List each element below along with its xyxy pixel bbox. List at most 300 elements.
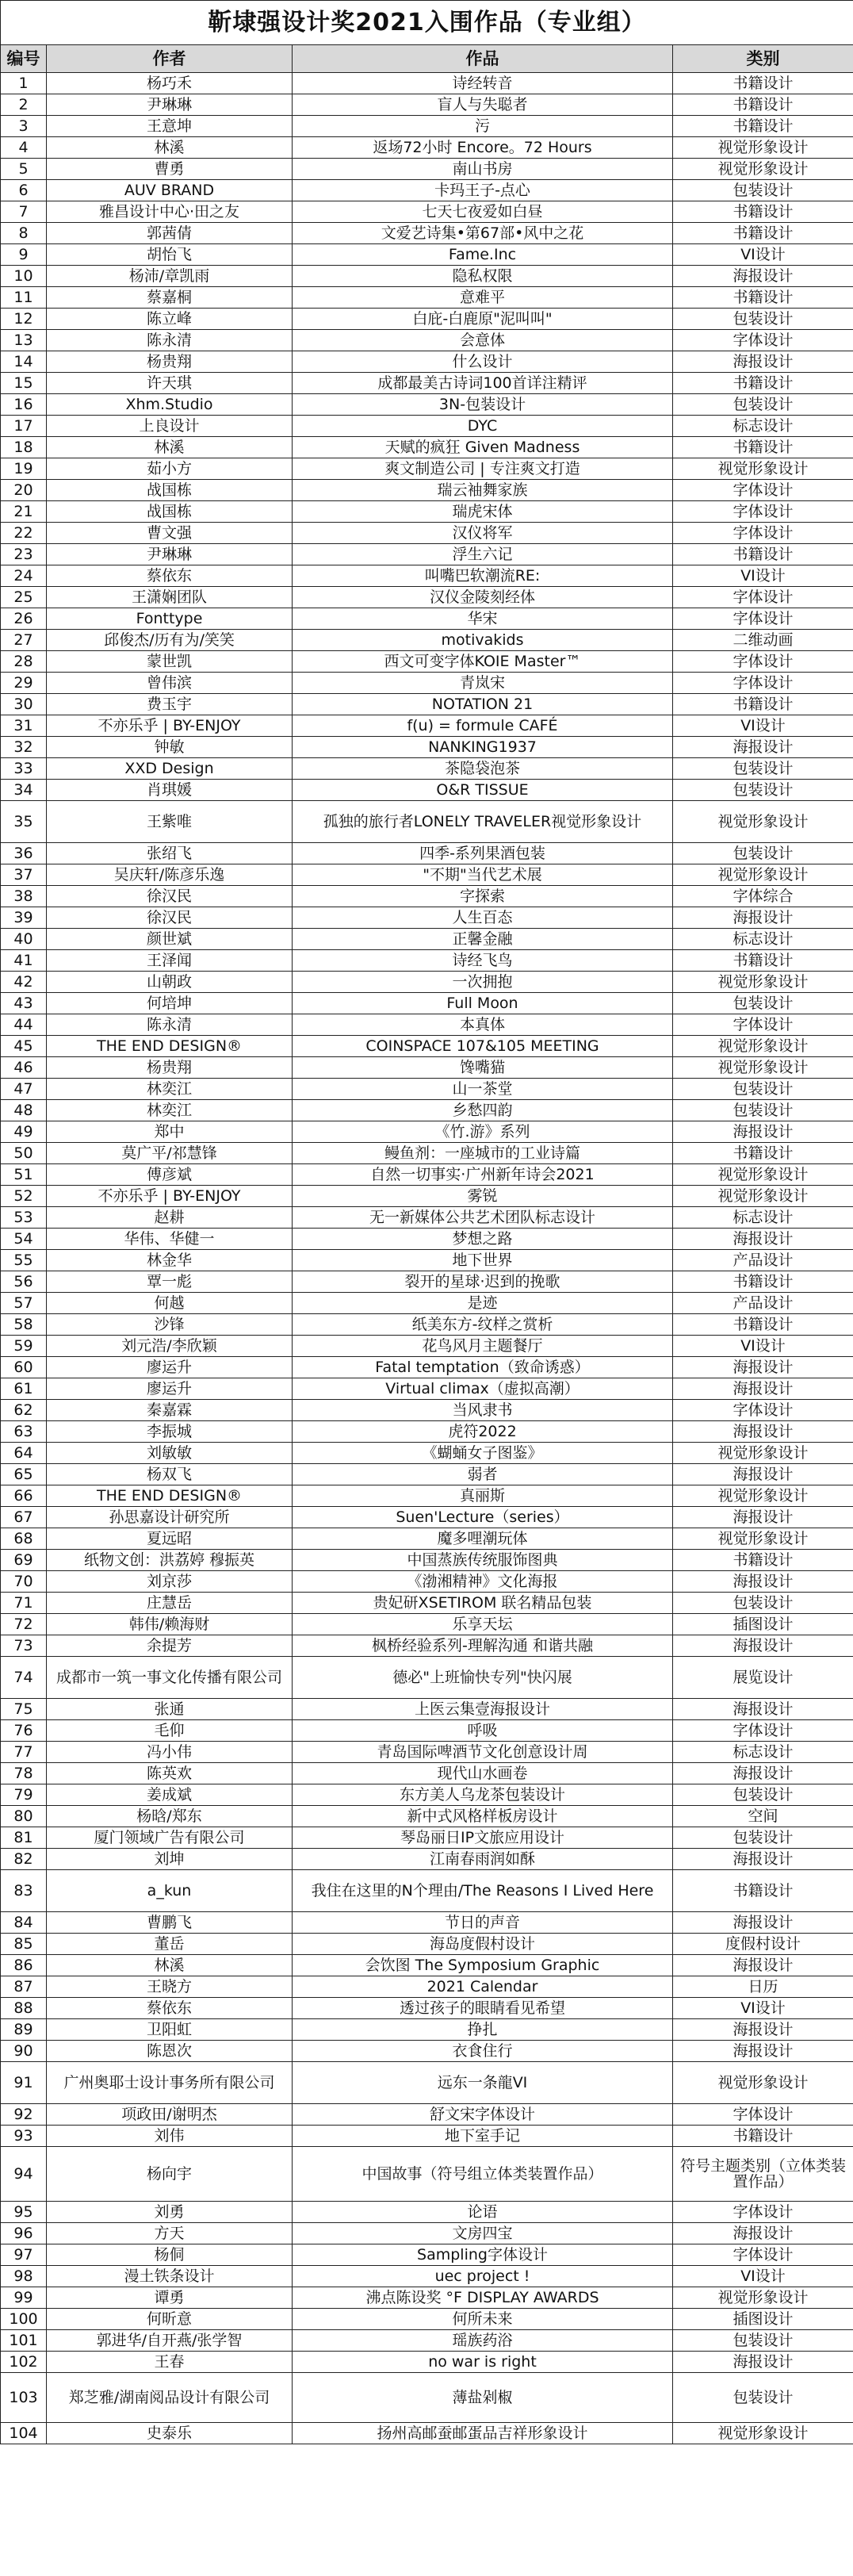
cell-no: 74 [1, 1657, 47, 1699]
cell-no: 96 [1, 2223, 47, 2244]
table-row [1, 330, 853, 351]
table-row [1, 1955, 853, 1976]
table-row [1, 1827, 853, 1849]
cell-work: O&R TISSUE [293, 780, 673, 801]
cell-author: 杨贵翔 [47, 1057, 293, 1079]
cell-author: a_kun [47, 1870, 293, 1912]
cell-work: 沸点陈设奖 °F DISPLAY AWARDS [293, 2287, 673, 2309]
cell-category: 书籍设计 [673, 1271, 853, 1293]
cell-no: 62 [1, 1400, 47, 1421]
cell-work: 意难平 [293, 287, 673, 309]
cell-no: 1 [1, 73, 47, 94]
cell-category: 标志设计 [673, 416, 853, 437]
cell-work: 隐私权限 [293, 266, 673, 287]
cell-work: 论语 [293, 2202, 673, 2223]
cell-author: THE END DESIGN® [47, 1485, 293, 1507]
cell-category: 包装设计 [673, 2330, 853, 2352]
cell-author: 刘敏敏 [47, 1443, 293, 1464]
cell-no: 55 [1, 1250, 47, 1271]
cell-no: 76 [1, 1720, 47, 1742]
cell-work: 现代山水画卷 [293, 1763, 673, 1784]
cell-no: 39 [1, 907, 47, 929]
cell-work: 什么设计 [293, 351, 673, 373]
cell-no: 66 [1, 1485, 47, 1507]
cell-work: 白庇-白鹿原"泥叫叫" [293, 309, 673, 330]
cell-no: 4 [1, 137, 47, 159]
table-row [1, 223, 853, 244]
cell-work: 茶隐袋泡茶 [293, 758, 673, 780]
cell-author: 雅昌设计中心·田之友 [47, 201, 293, 223]
cell-category: 书籍设计 [673, 73, 853, 94]
cell-category: 标志设计 [673, 1207, 853, 1229]
cell-work: 地下室手记 [293, 2126, 673, 2147]
table-row [1, 1507, 853, 1528]
cell-work: 无一新媒体公共艺术团队标志设计 [293, 1207, 673, 1229]
cell-category: VI设计 [673, 565, 853, 587]
cell-author: Fonttype [47, 608, 293, 630]
cell-work: 衣食住行 [293, 2041, 673, 2062]
cell-work: 青岛国际啤酒节文化创意设计周 [293, 1742, 673, 1763]
cell-category: 视觉形象设计 [673, 801, 853, 843]
cell-no: 104 [1, 2423, 47, 2444]
table-row [1, 1143, 853, 1164]
cell-author: XXD Design [47, 758, 293, 780]
cell-author: 不亦乐乎 | BY-ENJOY [47, 1186, 293, 1207]
cell-author: 曹勇 [47, 159, 293, 180]
cell-no: 30 [1, 694, 47, 715]
table-row [1, 458, 853, 480]
cell-category: VI设计 [673, 244, 853, 266]
cell-work: 文爱艺诗集•第67部•风中之花 [293, 223, 673, 244]
cell-author: 林溪 [47, 437, 293, 458]
cell-category: 海报设计 [673, 1849, 853, 1870]
cell-no: 87 [1, 1976, 47, 1998]
cell-no: 40 [1, 929, 47, 950]
cell-no: 94 [1, 2147, 47, 2202]
table-row [1, 1229, 853, 1250]
cell-category: 插图设计 [673, 2309, 853, 2330]
cell-work: 汉仪将军 [293, 523, 673, 544]
cell-author: 沙锋 [47, 1314, 293, 1336]
cell-author: 蔡嘉桐 [47, 287, 293, 309]
cell-no: 60 [1, 1357, 47, 1378]
header-category: 类别 [673, 45, 853, 73]
cell-no: 69 [1, 1550, 47, 1571]
cell-category: 包装设计 [673, 1784, 853, 1806]
cell-no: 17 [1, 416, 47, 437]
cell-category: VI设计 [673, 1336, 853, 1357]
cell-category: 书籍设计 [673, 2126, 853, 2147]
cell-category: 产品设计 [673, 1250, 853, 1271]
cell-no: 46 [1, 1057, 47, 1079]
table-row [1, 523, 853, 544]
cell-work: 卡玛王子-点心 [293, 180, 673, 201]
cell-category: 视觉形象设计 [673, 1443, 853, 1464]
cell-no: 91 [1, 2062, 47, 2104]
cell-work: 3N-包装设计 [293, 394, 673, 416]
table-row [1, 1314, 853, 1336]
cell-no: 47 [1, 1079, 47, 1100]
cell-category: 海报设计 [673, 1699, 853, 1720]
table-row [1, 2202, 853, 2223]
cell-author: 韩伟/赖海财 [47, 1614, 293, 1635]
header-row [1, 45, 853, 73]
cell-no: 75 [1, 1699, 47, 1720]
cell-work: 海岛度假村设计 [293, 1934, 673, 1955]
table-row [1, 1464, 853, 1485]
cell-category: 字体设计 [673, 501, 853, 523]
cell-work: 文房四宝 [293, 2223, 673, 2244]
table-row [1, 1250, 853, 1271]
cell-no: 27 [1, 630, 47, 651]
cell-work: 薄盐剁椒 [293, 2373, 673, 2423]
cell-author: 徐汉民 [47, 886, 293, 907]
cell-author: 王春 [47, 2352, 293, 2373]
cell-no: 50 [1, 1143, 47, 1164]
cell-work: 南山书房 [293, 159, 673, 180]
table-row [1, 244, 853, 266]
cell-work: 《渤湘精神》文化海报 [293, 1571, 673, 1593]
cell-category: 字体设计 [673, 608, 853, 630]
table-row [1, 1528, 853, 1550]
table-row [1, 1742, 853, 1763]
cell-no: 54 [1, 1229, 47, 1250]
cell-work: 会饮图 The Symposium Graphic [293, 1955, 673, 1976]
cell-no: 64 [1, 1443, 47, 1464]
cell-no: 59 [1, 1336, 47, 1357]
cell-work: 魔多哩潮玩体 [293, 1528, 673, 1550]
cell-no: 56 [1, 1271, 47, 1293]
table-row [1, 159, 853, 180]
cell-no: 5 [1, 159, 47, 180]
cell-no: 67 [1, 1507, 47, 1528]
cell-author: 战国栋 [47, 501, 293, 523]
table-row [1, 1870, 853, 1912]
cell-category: 空间 [673, 1806, 853, 1827]
cell-work: 会意体 [293, 330, 673, 351]
cell-work: uec project ! [293, 2266, 673, 2287]
table-row [1, 1336, 853, 1357]
cell-author: 曹文强 [47, 523, 293, 544]
cell-no: 73 [1, 1635, 47, 1657]
table-row [1, 266, 853, 287]
table-row [1, 1657, 853, 1699]
table-row [1, 630, 853, 651]
cell-author: 纸物文创：洪荔婷 穆振英 [47, 1550, 293, 1571]
cell-work: Virtual climax（虚拟高潮） [293, 1378, 673, 1400]
table-row [1, 1699, 853, 1720]
table-row [1, 2147, 853, 2202]
cell-author: 卫阳虹 [47, 2019, 293, 2041]
cell-author: Xhm.Studio [47, 394, 293, 416]
cell-category: 标志设计 [673, 929, 853, 950]
table-row [1, 1121, 853, 1143]
cell-category: 视觉形象设计 [673, 1186, 853, 1207]
cell-category: 字体设计 [673, 1400, 853, 1421]
cell-no: 68 [1, 1528, 47, 1550]
cell-work: motivakids [293, 630, 673, 651]
cell-no: 11 [1, 287, 47, 309]
cell-author: 华伟、华健一 [47, 1229, 293, 1250]
cell-category: 视觉形象设计 [673, 1528, 853, 1550]
cell-category: 书籍设计 [673, 950, 853, 972]
cell-work: 《竹.游》系列 [293, 1121, 673, 1143]
cell-category: 字体设计 [673, 480, 853, 501]
table-row [1, 1443, 853, 1464]
cell-work: f(u) = formule CAFÉ [293, 715, 673, 737]
table-row [1, 1635, 853, 1657]
cell-category: 视觉形象设计 [673, 1057, 853, 1079]
cell-author: 秦嘉霖 [47, 1400, 293, 1421]
cell-no: 63 [1, 1421, 47, 1443]
cell-work: 汉仪金陵刻经体 [293, 587, 673, 608]
cell-category: 产品设计 [673, 1293, 853, 1314]
table-row [1, 1421, 853, 1443]
cell-category: 书籍设计 [673, 116, 853, 137]
cell-author: 何培坤 [47, 993, 293, 1014]
table-row [1, 694, 853, 715]
cell-work: 新中式风格样板房设计 [293, 1806, 673, 1827]
cell-work: Sampling字体设计 [293, 2244, 673, 2266]
cell-no: 80 [1, 1806, 47, 1827]
cell-category: 海报设计 [673, 2352, 853, 2373]
cell-author: 杨巧禾 [47, 73, 293, 94]
table-row [1, 1036, 853, 1057]
cell-work: 远东一条龍VI [293, 2062, 673, 2104]
cell-author: 傅彦斌 [47, 1164, 293, 1186]
cell-category: 符号主题类别（立体类装置作品） [673, 2147, 853, 2202]
cell-work: 本真体 [293, 1014, 673, 1036]
cell-author: 郑中 [47, 1121, 293, 1143]
table-row [1, 1550, 853, 1571]
cell-no: 85 [1, 1934, 47, 1955]
table-row [1, 201, 853, 223]
cell-category: VI设计 [673, 2266, 853, 2287]
cell-work: 上医云集壹海报设计 [293, 1699, 673, 1720]
cell-category: 海报设计 [673, 907, 853, 929]
cell-work: 中国故事（符号组立体类装置作品） [293, 2147, 673, 2202]
cell-category: 日历 [673, 1976, 853, 1998]
cell-category: 包装设计 [673, 309, 853, 330]
cell-no: 51 [1, 1164, 47, 1186]
cell-author: 厦门领域广告有限公司 [47, 1827, 293, 1849]
cell-author: 不亦乐乎 | BY-ENJOY [47, 715, 293, 737]
cell-work: 孤独的旅行者LONELY TRAVELER视觉形象设计 [293, 801, 673, 843]
cell-work: 是迹 [293, 1293, 673, 1314]
cell-no: 78 [1, 1763, 47, 1784]
table-row [1, 2287, 853, 2309]
cell-author: 何昕意 [47, 2309, 293, 2330]
cell-author: 廖运升 [47, 1378, 293, 1400]
cell-work: 舒文宋字体设计 [293, 2104, 673, 2126]
cell-author: 广州奥耶士设计事务所有限公司 [47, 2062, 293, 2104]
cell-work: 枫桥经验系列-理解沟通 和谐共融 [293, 1635, 673, 1657]
cell-work: 西文可变字体KOIE Master™ [293, 651, 673, 673]
cell-category: 书籍设计 [673, 1314, 853, 1336]
cell-work: Fatal temptation（致命诱惑） [293, 1357, 673, 1378]
cell-work: 山一茶堂 [293, 1079, 673, 1100]
cell-work: 德必"上班愉快专列"快闪展 [293, 1657, 673, 1699]
cell-no: 58 [1, 1314, 47, 1336]
table-row [1, 1998, 853, 2019]
table-row [1, 1400, 853, 1421]
cell-author: 颜世斌 [47, 929, 293, 950]
cell-author: 刘伟 [47, 2126, 293, 2147]
cell-category: 视觉形象设计 [673, 864, 853, 886]
cell-category: 海报设计 [673, 1121, 853, 1143]
table-row [1, 1378, 853, 1400]
table-row [1, 544, 853, 565]
cell-author: 刘勇 [47, 2202, 293, 2223]
cell-work: 馋嘴猫 [293, 1057, 673, 1079]
table-row [1, 501, 853, 523]
table-row [1, 1614, 853, 1635]
table-row [1, 394, 853, 416]
cell-work: COINSPACE 107&105 MEETING [293, 1036, 673, 1057]
cell-work: 裂开的星球·迟到的挽歌 [293, 1271, 673, 1293]
cell-no: 88 [1, 1998, 47, 2019]
table-row [1, 608, 853, 630]
cell-category: 书籍设计 [673, 223, 853, 244]
cell-work: 江南春雨润如酥 [293, 1849, 673, 1870]
cell-no: 71 [1, 1593, 47, 1614]
cell-category: 展览设计 [673, 1657, 853, 1699]
table-row [1, 180, 853, 201]
cell-no: 20 [1, 480, 47, 501]
cell-author: 项政田/谢明杰 [47, 2104, 293, 2126]
header-work: 作品 [293, 45, 673, 73]
cell-work: 挣扎 [293, 2019, 673, 2041]
table-row [1, 993, 853, 1014]
cell-work: Fame.Inc [293, 244, 673, 266]
cell-author: 许天琪 [47, 373, 293, 394]
cell-no: 41 [1, 950, 47, 972]
cell-no: 26 [1, 608, 47, 630]
cell-no: 43 [1, 993, 47, 1014]
cell-author: 赵耕 [47, 1207, 293, 1229]
cell-no: 98 [1, 2266, 47, 2287]
cell-no: 42 [1, 972, 47, 993]
cell-category: 海报设计 [673, 2041, 853, 2062]
cell-work: Full Moon [293, 993, 673, 1014]
cell-no: 72 [1, 1614, 47, 1635]
cell-work: 弱者 [293, 1464, 673, 1485]
cell-author: 蔡依东 [47, 565, 293, 587]
cell-author: 钟敏 [47, 737, 293, 758]
cell-no: 95 [1, 2202, 47, 2223]
table-row [1, 1934, 853, 1955]
cell-work: 自然一切事实·广州新年诗会2021 [293, 1164, 673, 1186]
cell-category: 包装设计 [673, 843, 853, 864]
table-row [1, 351, 853, 373]
cell-author: 王晓方 [47, 1976, 293, 1998]
cell-work: 正馨金融 [293, 929, 673, 950]
table-row [1, 1100, 853, 1121]
cell-author: 漫土铁条设计 [47, 2266, 293, 2287]
cell-work: 节日的声音 [293, 1912, 673, 1934]
cell-work: 扬州高邮蚕邮蛋品吉祥形象设计 [293, 2423, 673, 2444]
cell-category: 字体设计 [673, 1720, 853, 1742]
header-author: 作者 [47, 45, 293, 73]
cell-author: 庄慧岳 [47, 1593, 293, 1614]
cell-category: 书籍设计 [673, 94, 853, 116]
cell-category: 海报设计 [673, 1571, 853, 1593]
table-row [1, 673, 853, 694]
cell-work: 虎符2022 [293, 1421, 673, 1443]
cell-no: 45 [1, 1036, 47, 1057]
table-row [1, 1485, 853, 1507]
table-row [1, 309, 853, 330]
cell-author: 茹小方 [47, 458, 293, 480]
cell-author: 夏远昭 [47, 1528, 293, 1550]
cell-no: 36 [1, 843, 47, 864]
cell-category: 二维动画 [673, 630, 853, 651]
cell-work: 东方美人乌龙茶包装设计 [293, 1784, 673, 1806]
cell-category: 字体设计 [673, 330, 853, 351]
table-row [1, 801, 853, 843]
cell-author: 莫广平/祁慧锋 [47, 1143, 293, 1164]
cell-no: 48 [1, 1100, 47, 1121]
cell-category: 视觉形象设计 [673, 1485, 853, 1507]
cell-no: 93 [1, 2126, 47, 2147]
cell-category: 字体设计 [673, 587, 853, 608]
cell-no: 33 [1, 758, 47, 780]
cell-no: 82 [1, 1849, 47, 1870]
cell-category: 字体设计 [673, 673, 853, 694]
cell-work: 鳗鱼剂：一座城市的工业诗篇 [293, 1143, 673, 1164]
cell-no: 15 [1, 373, 47, 394]
table-row [1, 2309, 853, 2330]
cell-no: 103 [1, 2373, 47, 2423]
table-row [1, 480, 853, 501]
cell-category: VI设计 [673, 715, 853, 737]
cell-work: 贵妃研XSETIROM 联名精品包装 [293, 1593, 673, 1614]
table-row [1, 929, 853, 950]
cell-category: 视觉形象设计 [673, 458, 853, 480]
cell-no: 29 [1, 673, 47, 694]
cell-work: 诗经转音 [293, 73, 673, 94]
cell-category: 视觉形象设计 [673, 137, 853, 159]
cell-author: 姜成斌 [47, 1784, 293, 1806]
cell-author: 王潇娴团队 [47, 587, 293, 608]
cell-author: 刘京莎 [47, 1571, 293, 1593]
cell-author: 王泽闻 [47, 950, 293, 972]
table-row [1, 1293, 853, 1314]
cell-work: 真丽斯 [293, 1485, 673, 1507]
cell-author: 林溪 [47, 1955, 293, 1976]
cell-work: 诗经飞鸟 [293, 950, 673, 972]
cell-category: 包装设计 [673, 180, 853, 201]
cell-author: 毛仰 [47, 1720, 293, 1742]
cell-no: 22 [1, 523, 47, 544]
cell-category: 标志设计 [673, 1742, 853, 1763]
cell-author: 王紫唯 [47, 801, 293, 843]
cell-work: 浮生六记 [293, 544, 673, 565]
cell-category: 视觉形象设计 [673, 972, 853, 993]
cell-author: 郭进华/自开燕/张学智 [47, 2330, 293, 2352]
cell-work: 乡愁四韵 [293, 1100, 673, 1121]
cell-work: 一次拥抱 [293, 972, 673, 993]
cell-author: 孙思嘉设计研究所 [47, 1507, 293, 1528]
table-row [1, 1014, 853, 1036]
cell-category: 视觉形象设计 [673, 2062, 853, 2104]
table-row [1, 2126, 853, 2147]
cell-work: 瑶族药浴 [293, 2330, 673, 2352]
cell-author: 余提芳 [47, 1635, 293, 1657]
cell-work: 地下世界 [293, 1250, 673, 1271]
table-row [1, 1271, 853, 1293]
cell-work: 字探索 [293, 886, 673, 907]
